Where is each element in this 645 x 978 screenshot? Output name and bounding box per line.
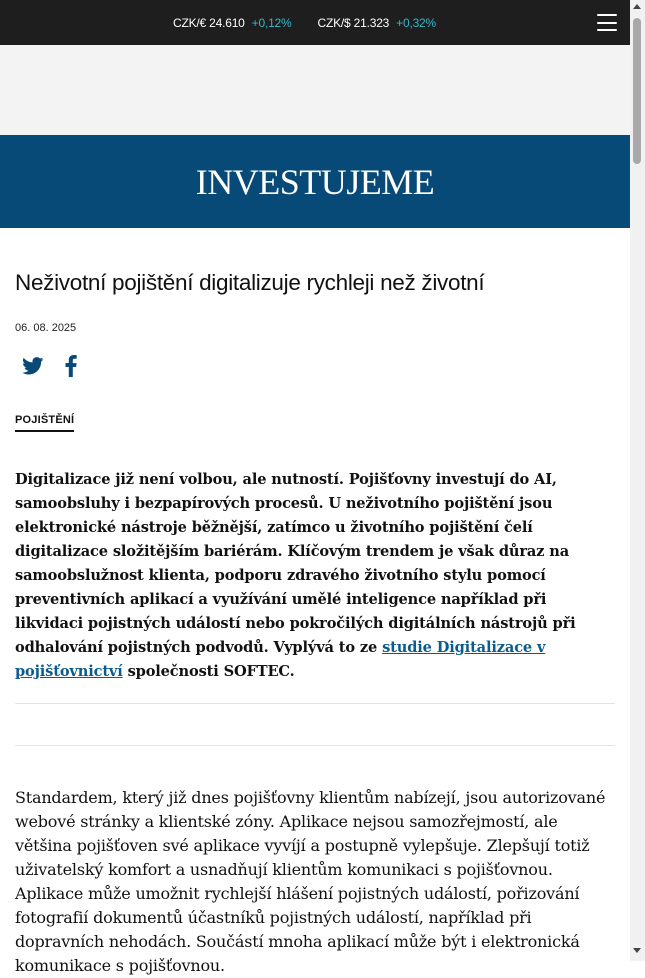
twitter-icon[interactable] bbox=[21, 354, 45, 378]
menu-line bbox=[597, 22, 617, 24]
article-date: 06. 08. 2025 bbox=[15, 322, 77, 334]
scroll-thumb[interactable] bbox=[633, 18, 641, 164]
scroll-down-arrow-icon[interactable] bbox=[633, 948, 641, 953]
currency-ticker-bar bbox=[0, 0, 630, 45]
ticker-item-usd bbox=[318, 16, 437, 30]
ticker-change: +0,32% bbox=[396, 15, 436, 30]
ticker-change: +0,12% bbox=[251, 15, 292, 30]
scroll-up-arrow-icon[interactable] bbox=[633, 4, 641, 9]
category-tag[interactable]: POJIŠTĚNÍ bbox=[15, 414, 74, 432]
vertical-scrollbar[interactable] bbox=[630, 0, 645, 961]
hamburger-menu-icon[interactable] bbox=[597, 14, 617, 31]
brand-header bbox=[0, 135, 630, 228]
perex-tail: společnosti SOFTEC. bbox=[122, 663, 295, 680]
share-buttons bbox=[21, 354, 97, 378]
article-title: Neživotní pojištění digitalizuje rychleji než životní bbox=[15, 270, 485, 295]
ticker-item-eur bbox=[173, 16, 292, 30]
menu-line bbox=[597, 14, 617, 16]
perex-text: Digitalizace již není volbou, ale nutností. Pojišťovny investují do AI, samoobsluhy i bezpapírových procesů. U neživotního pojištění jsou elektronické nástroje běžnější, zatímco u životního pojištění čelí digitalizace složitějším bariérám. Klíčovým trendem je však důraz na samoobslužnost klienta, podporu zdravého životního stylu pomocí preventivních aplikací a využívání umělé inteligence například při likvidaci pojistných událostí nebo pokročilých digitálních nástrojů při odhalování pojistných podvodů. Vyplývá to ze bbox=[15, 471, 576, 656]
ticker-pair: CZK/€ 24.610 bbox=[173, 15, 245, 30]
facebook-icon[interactable] bbox=[59, 354, 83, 378]
divider bbox=[15, 703, 615, 704]
article-perex bbox=[15, 468, 615, 684]
ad-placeholder bbox=[0, 45, 630, 135]
article-body-paragraph: Standardem, který již dnes pojišťovny klientům nabízejí, jsou autorizované webové stránky a klientské zóny. Aplikace nejsou samozřejmostí, ale většina pojišťoven své aplikace vyvíjí a postupně vylepšuje. Zlepšují totiž uživatelský komfort a usnadňují klientům komunikaci s pojišťovnou. Aplikace může umožnit rychlejší hlášení pojistných událostí, pořizování fotografií dokumentů účastníků pojistných událostí, například při dopravních nehodách. Součástí mnoha aplikací může být i elektronická komunikace s pojišťovnou. bbox=[15, 788, 606, 975]
study-link[interactable]: studie Digitalizace v pojišťovnictví bbox=[15, 639, 546, 680]
site-logo[interactable]: INVESTUJEME bbox=[195, 161, 435, 202]
menu-line bbox=[597, 29, 617, 31]
divider bbox=[15, 745, 615, 746]
ticker-items bbox=[173, 0, 462, 45]
ticker-pair: CZK/$ 21.323 bbox=[317, 15, 390, 30]
